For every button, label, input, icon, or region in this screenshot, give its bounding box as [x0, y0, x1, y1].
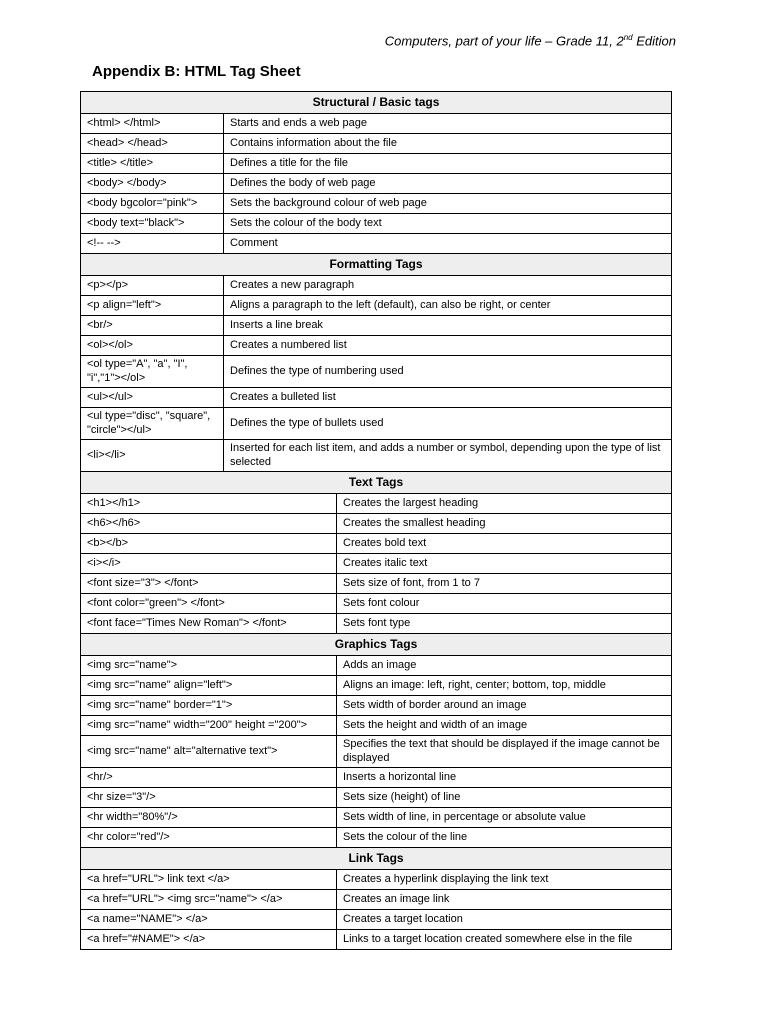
description-cell: Sets font type: [337, 614, 672, 634]
table-row: [81, 440, 672, 472]
tag-cell: <li></li>: [81, 440, 224, 472]
section-title: Text Tags: [81, 472, 672, 494]
tag-cell: <i></i>: [81, 554, 337, 574]
tag-table: [80, 91, 672, 950]
table-row: [81, 174, 672, 194]
table-row: [81, 656, 672, 676]
description-cell: Sets the colour of the body text: [224, 214, 672, 234]
tag-cell: <ul></ul>: [81, 388, 224, 408]
description-cell: Aligns a paragraph to the left (default), can also be right, or center: [224, 296, 672, 316]
table-row: [81, 336, 672, 356]
table-row: [81, 134, 672, 154]
tag-cell: <body text="black">: [81, 214, 224, 234]
tag-cell: <ol type="A", "a", "I", "i","1"></ol>: [81, 356, 224, 388]
description-cell: Defines a title for the file: [224, 154, 672, 174]
tag-cell: <img src="name">: [81, 656, 337, 676]
page-title: Appendix B: HTML Tag Sheet: [92, 63, 301, 80]
tag-cell: <title> </title>: [81, 154, 224, 174]
description-cell: Defines the type of numbering used: [224, 356, 672, 388]
table-row: [81, 408, 672, 440]
tag-cell: <font face="Times New Roman"> </font>: [81, 614, 337, 634]
table-row: [81, 574, 672, 594]
description-cell: Creates bold text: [337, 534, 672, 554]
table-row: [81, 388, 672, 408]
description-cell: Defines the type of bullets used: [224, 408, 672, 440]
section-title: Graphics Tags: [81, 634, 672, 656]
table-row: [81, 910, 672, 930]
description-cell: Creates a bulleted list: [224, 388, 672, 408]
tag-cell: <img src="name" width="200" height ="200">: [81, 716, 337, 736]
description-cell: Sets width of line, in percentage or absolute value: [337, 808, 672, 828]
tag-cell: <ul type="disc", "square", "circle"></ul>: [81, 408, 224, 440]
table-row: [81, 296, 672, 316]
tag-cell: <a name="NAME"> </a>: [81, 910, 337, 930]
description-cell: Sets the background colour of web page: [224, 194, 672, 214]
tag-cell: <img src="name" border="1">: [81, 696, 337, 716]
tag-cell: <a href="URL"> link text </a>: [81, 870, 337, 890]
table-row: [81, 808, 672, 828]
table-row: [81, 114, 672, 134]
table-row: [81, 870, 672, 890]
tag-cell: <a href="#NAME"> </a>: [81, 930, 337, 950]
description-cell: Creates a hyperlink displaying the link text: [337, 870, 672, 890]
tag-cell: <b></b>: [81, 534, 337, 554]
description-cell: Creates a numbered list: [224, 336, 672, 356]
description-cell: Links to a target location created somewhere else in the file: [337, 930, 672, 950]
tag-cell: <head> </head>: [81, 134, 224, 154]
description-cell: Starts and ends a web page: [224, 114, 672, 134]
tag-cell: <hr size="3"/>: [81, 788, 337, 808]
table-row: [81, 930, 672, 950]
tag-cell: <p align="left">: [81, 296, 224, 316]
header-suffix: Edition: [632, 33, 676, 49]
description-cell: Creates the largest heading: [337, 494, 672, 514]
tag-cell: <p></p>: [81, 276, 224, 296]
tag-cell: <body bgcolor="pink">: [81, 194, 224, 214]
tag-cell: <img src="name" alt="alternative text">: [81, 736, 337, 768]
table-row: [81, 736, 672, 768]
description-cell: Sets width of border around an image: [337, 696, 672, 716]
table-row: [81, 788, 672, 808]
table-row: [81, 276, 672, 296]
table-row: [81, 676, 672, 696]
description-cell: Creates italic text: [337, 554, 672, 574]
table-row: [81, 194, 672, 214]
tag-table-body: [81, 92, 672, 950]
description-cell: Aligns an image: left, right, center; bottom, top, middle: [337, 676, 672, 696]
section-title: Link Tags: [81, 848, 672, 870]
table-row: [81, 316, 672, 336]
section-header-row: [81, 634, 672, 656]
description-cell: Inserts a horizontal line: [337, 768, 672, 788]
description-cell: Creates an image link: [337, 890, 672, 910]
section-header-row: [81, 472, 672, 494]
description-cell: Creates a target location: [337, 910, 672, 930]
description-cell: Creates a new paragraph: [224, 276, 672, 296]
table-row: [81, 828, 672, 848]
description-cell: Sets the height and width of an image: [337, 716, 672, 736]
description-cell: Inserts a line break: [224, 316, 672, 336]
table-row: [81, 594, 672, 614]
description-cell: Sets font colour: [337, 594, 672, 614]
tag-cell: <!-- -->: [81, 234, 224, 254]
tag-cell: <font color="green"> </font>: [81, 594, 337, 614]
tag-cell: <img src="name" align="left">: [81, 676, 337, 696]
table-row: [81, 514, 672, 534]
description-cell: Sets size (height) of line: [337, 788, 672, 808]
description-cell: Sets size of font, from 1 to 7: [337, 574, 672, 594]
tag-cell: <hr color="red"/>: [81, 828, 337, 848]
tag-cell: <ol></ol>: [81, 336, 224, 356]
section-header-row: [81, 254, 672, 276]
table-row: [81, 234, 672, 254]
running-header: [385, 33, 676, 48]
tag-cell: <hr/>: [81, 768, 337, 788]
section-header-row: [81, 92, 672, 114]
table-row: [81, 696, 672, 716]
description-cell: Comment: [224, 234, 672, 254]
section-header-row: [81, 848, 672, 870]
tag-cell: <h6></h6>: [81, 514, 337, 534]
tag-cell: <h1></h1>: [81, 494, 337, 514]
table-row: [81, 768, 672, 788]
table-row: [81, 534, 672, 554]
description-cell: Sets the colour of the line: [337, 828, 672, 848]
description-cell: Inserted for each list item, and adds a number or symbol, depending upon the type of list selected: [224, 440, 672, 472]
description-cell: Adds an image: [337, 656, 672, 676]
tag-cell: <body> </body>: [81, 174, 224, 194]
table-row: [81, 614, 672, 634]
description-cell: Contains information about the file: [224, 134, 672, 154]
tag-cell: <br/>: [81, 316, 224, 336]
table-row: [81, 890, 672, 910]
section-title: Formatting Tags: [81, 254, 672, 276]
table-row: [81, 494, 672, 514]
table-row: [81, 554, 672, 574]
header-superscript: nd: [623, 33, 633, 42]
tag-cell: <hr width="80%"/>: [81, 808, 337, 828]
description-cell: Defines the body of web page: [224, 174, 672, 194]
description-cell: Creates the smallest heading: [337, 514, 672, 534]
tag-cell: <html> </html>: [81, 114, 224, 134]
table-row: [81, 716, 672, 736]
description-cell: Specifies the text that should be displayed if the image cannot be displayed: [337, 736, 672, 768]
tag-cell: <font size="3"> </font>: [81, 574, 337, 594]
table-row: [81, 154, 672, 174]
section-title: Structural / Basic tags: [81, 92, 672, 114]
table-row: [81, 356, 672, 388]
header-text: Computers, part of your life – Grade 11, 2: [384, 33, 624, 49]
tag-cell: <a href="URL"> <img src="name"> </a>: [81, 890, 337, 910]
table-row: [81, 214, 672, 234]
